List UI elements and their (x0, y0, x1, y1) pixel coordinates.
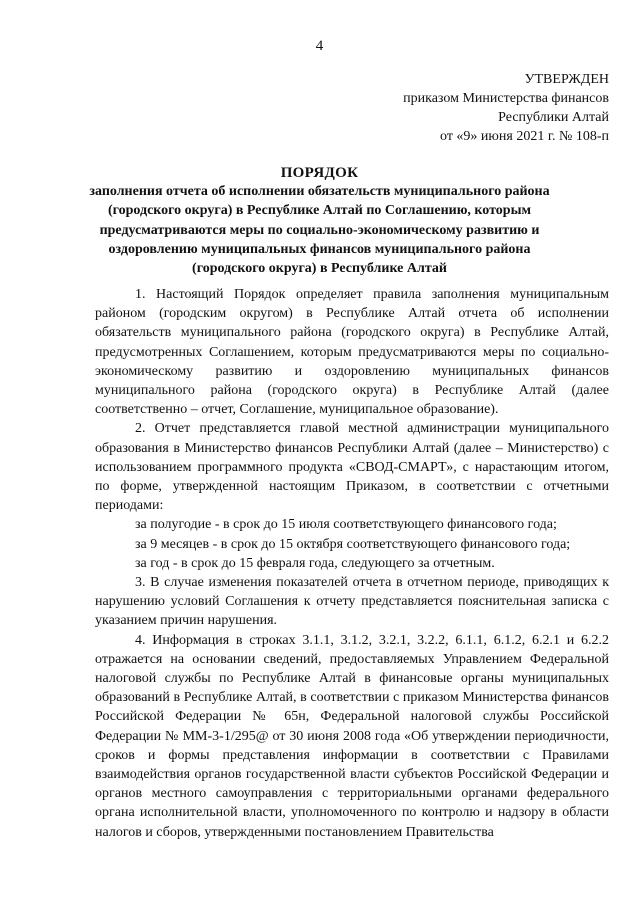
approval-line-order: приказом Министерства финансов (403, 91, 609, 106)
document-subtitle: заполнения отчета об исполнении обязательств муниципального района (городского округа) в Республике Алтай по Соглашению, которым предусматриваются меры по социально-экономическому развитию и оздоровлению муниципальных финансов муниципального района (городского округа) в Республике Алтай (89, 184, 550, 277)
page-number: 4 (315, 38, 324, 54)
paragraph-2: 2. Отчет представляется главой местной администрации муниципального образования в Министерство финансов Республики Алтай (далее – Министерство) с использованием программного продукта «СВОД-СМАРТ», с нарастающим итогом, по форме, утвержденной настоящим Приказом, в соответствии с отчетными периодами: (95, 421, 609, 514)
period-9-months: за 9 месяцев - в срок до 15 октября соответствующего финансового года; (135, 536, 571, 552)
approval-line-date: от «9» июня 2021 г. № 108-п (440, 129, 609, 144)
document-body (95, 285, 609, 842)
document-title: ПОРЯДОК (280, 165, 359, 181)
approval-stamp-block (349, 70, 609, 146)
approval-line-republic: Республики Алтай (498, 110, 609, 125)
paragraph-3: 3. В случае изменения показателей отчета в отчетном периоде, приводящих к нарушению условий Соглашения к отчету представляется пояснительная записка с указанием причин нарушения. (95, 575, 609, 629)
period-half-year: за полугодие - в срок до 15 июля соответствующего финансового года; (135, 517, 557, 533)
approval-line-approved: УТВЕРЖДЕН (524, 72, 609, 87)
paragraph-4: 4. Информация в строках 3.1.1, 3.1.2, 3.2.1, 3.2.2, 6.1.1, 6.1.2, 6.2.1 и 6.2.2 отражается на основании сведений, предоставляемых Управлением Федеральной налоговой службы по Республике Алтай в финансовые органы муниципальных образований в Республике Алтай, в соответствии с приказом Министерства финансов Российской Федерации № 65н, Федеральной налоговой службы Российской Федерации № ММ-3-1/295@ от 30 июня 2008 года «Об утверждении периодичности, сроков и формы представления информации в соответствии с Правилами взаимодействия органов государственной власти субъектов Российской Федерации и органов местного самоуправления с территориальными органами федерального органа исполнительной власти, уполномоченного по контролю и надзору в области налогов и сборов, утвержденными постановлением Правительства (95, 632, 609, 840)
period-year: за год - в срок до 15 февраля года, следующего за отчетным. (135, 555, 495, 571)
paragraph-1: 1. Настоящий Порядок определяет правила заполнения муниципальным районом (городским округом) в Республике Алтай отчета об исполнении обязательств муниципального района (городского округа) в Республике Алтай, предусмотренных Соглашением, которым предусматриваются меры по социально-экономическому развитию и оздоровлению муниципальных финансов муниципального района (городского округа) в Республике Алтай (далее соответственно – отчет, Соглашение, муниципальное образование). (95, 287, 609, 418)
